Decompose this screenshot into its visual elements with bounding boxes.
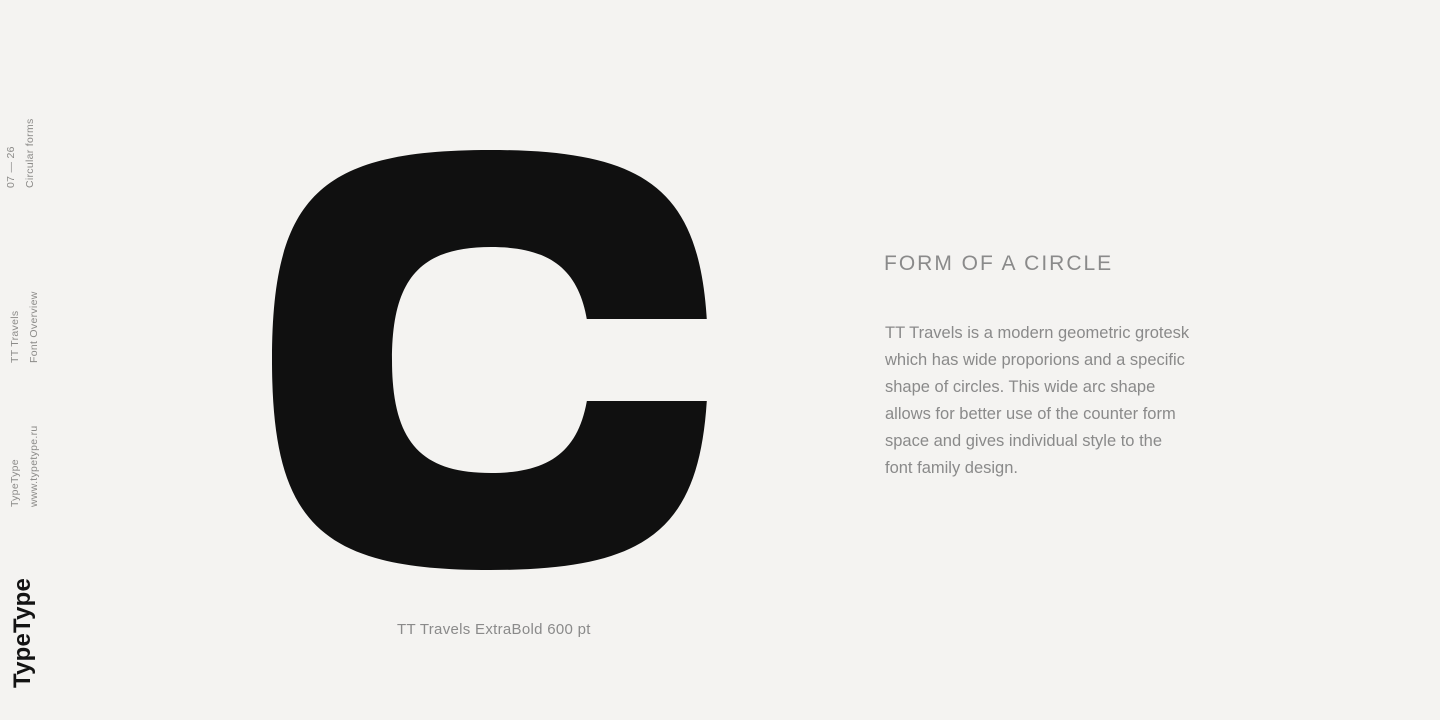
foundry-name-label: TypeType [9, 459, 21, 507]
article-heading: FORM OF A CIRCLE [884, 252, 1114, 275]
page-topic-label: Circular forms [24, 118, 36, 188]
typetype-logo: TypeType [9, 577, 36, 688]
foundry-meta [6, 425, 44, 507]
foundry-website-label: www.typetype.ru [28, 425, 40, 507]
article-line: TT Travels is a modern geometric grotesk [885, 324, 1190, 342]
specimen-glyph-c [272, 150, 708, 570]
article-line: space and gives individual style to the [885, 432, 1163, 450]
page-indicator [2, 118, 40, 188]
glyph-aperture-slot [500, 319, 708, 401]
article-line: font family design. [885, 459, 1018, 477]
font-name-label: TT Travels [9, 310, 21, 363]
glyph-c-drawing [272, 150, 708, 570]
article-body [885, 320, 1189, 482]
article-line: allows for better use of the counter form [885, 405, 1176, 423]
article-line: shape of circles. This wide arc shape [885, 378, 1156, 396]
specimen-caption: TT Travels ExtraBold 600 pt [397, 621, 591, 638]
page-range-label: 07 — 26 [5, 146, 17, 188]
article-line: which has wide proporions and a specific [885, 351, 1185, 369]
font-context-label: Font Overview [28, 291, 40, 363]
font-overview-meta [6, 291, 44, 363]
